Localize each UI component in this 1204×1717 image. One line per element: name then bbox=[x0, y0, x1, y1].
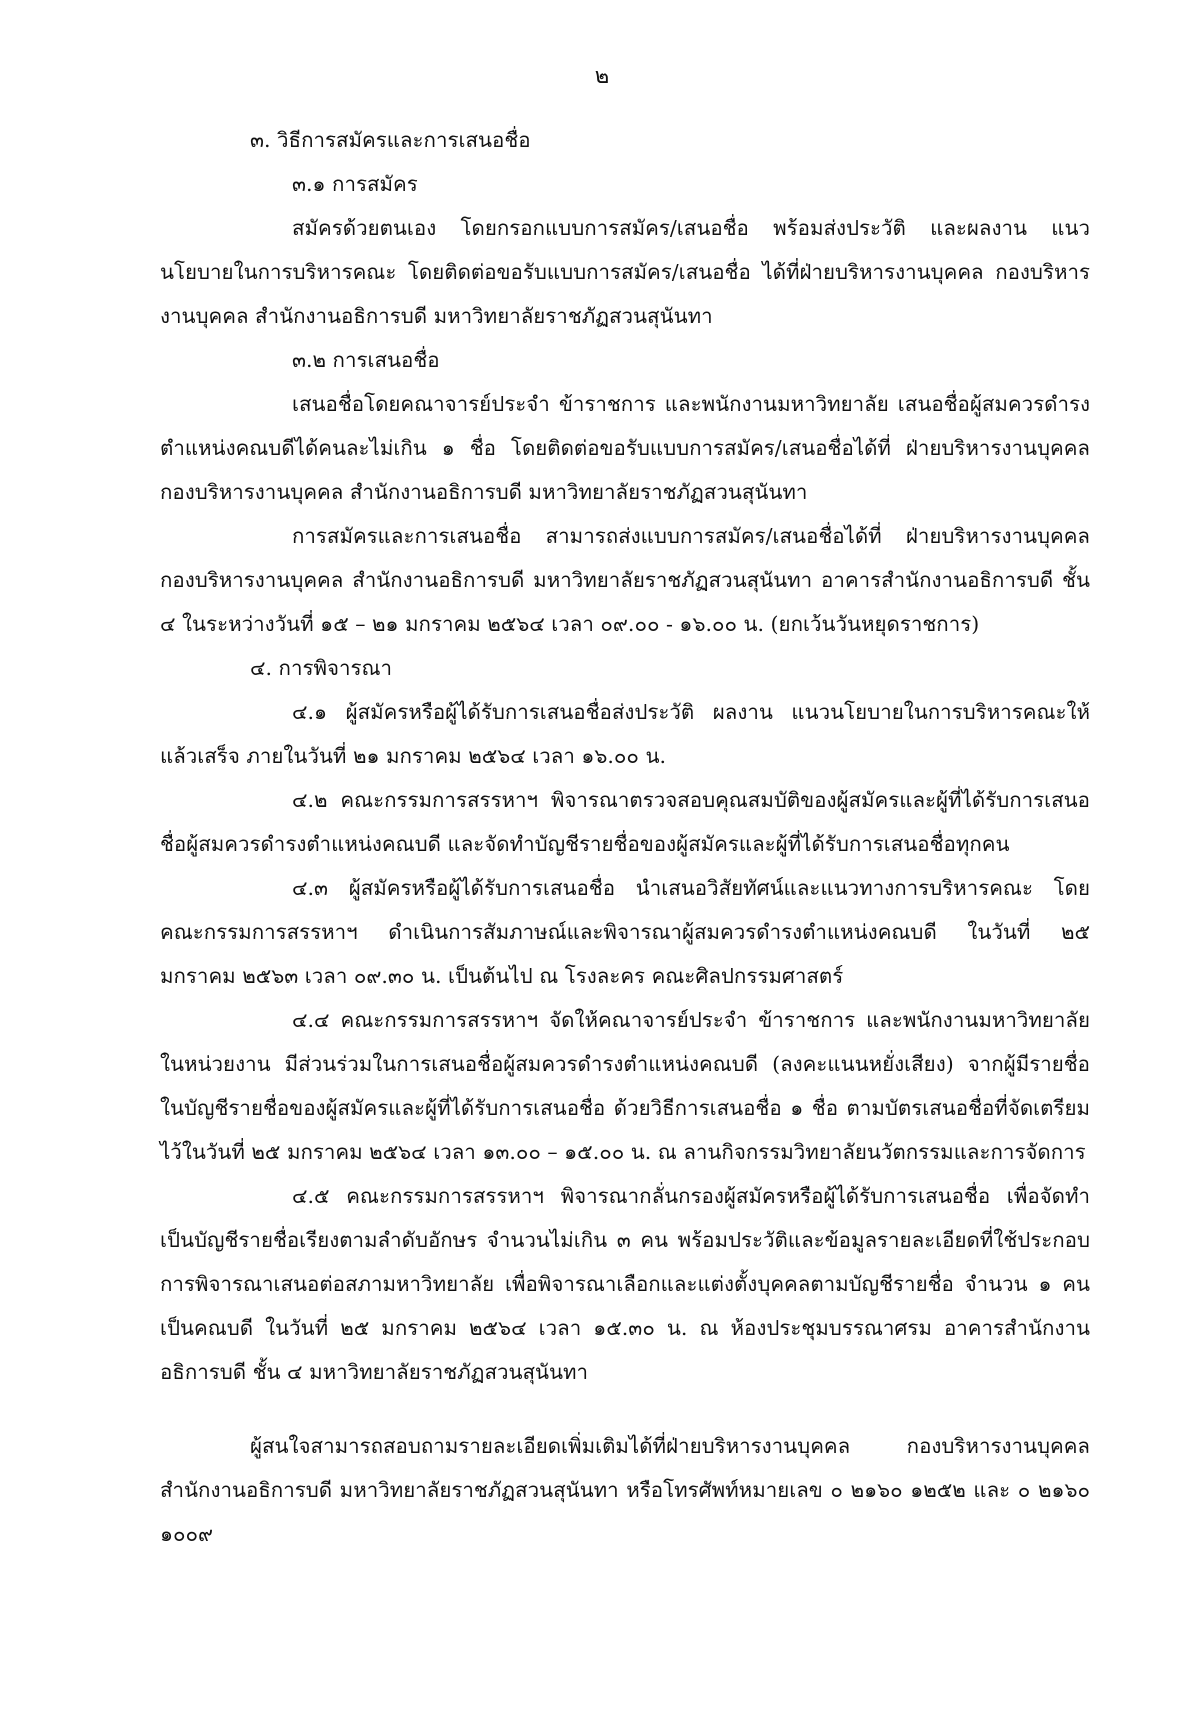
section-4-3-paragraph: ๔.๓ ผู้สมัครหรือผู้ได้รับการเสนอชื่อ นำเสนอวิสัยทัศน์และแนวทางการบริหารคณะ โดยคณะกรรมการสรรหาฯ ดำเนินการสัมภาษณ์และพิจารณาผู้สมควรดำรงตำแหน่งคณบดี ในวันที่ ๒๕ มกราคม ๒๕๖๓ เวลา ๐๙.๓๐ น. เป็นต้นไป ณ โรงละคร คณะศิลปกรรมศาสตร์ bbox=[160, 876, 1090, 988]
section-4-heading: ๔. การพิจารณา bbox=[250, 656, 393, 680]
section-3-heading: ๓. วิธีการสมัครและการเสนอชื่อ bbox=[250, 128, 531, 152]
section-3-2-heading: ๓.๒ การเสนอชื่อ bbox=[292, 348, 440, 372]
contact-paragraph: ผู้สนใจสามารถสอบถามรายละเอียดเพิ่มเติมได้ที่ฝ่ายบริหารงานบุคคล กองบริหารงานบุคคล สำนักงานอธิการบดี มหาวิทยาลัยราชภัฏสวนสุนันทา หรือโทรศัพท์หมายเลข ๐ ๒๑๖๐ ๑๒๕๒ และ ๐ ๒๑๖๐ ๑๐๐๙ bbox=[160, 1434, 1090, 1546]
section-4-5-paragraph: ๔.๕ คณะกรรมการสรรหาฯ พิจารณากลั่นกรองผู้สมัครหรือผู้ได้รับการเสนอชื่อ เพื่อจัดทำเป็นบัญชีรายชื่อเรียงตามลำดับอักษร จำนวนไม่เกิน ๓ คน พร้อมประวัติและข้อมูลรายละเอียดที่ใช้ประกอบการพิจารณาเสนอต่อสภามหาวิทยาลัย เพื่อพิจารณาเลือกและแต่งตั้งบุคคลตามบัญชีรายชื่อ จำนวน ๑ คน เป็นคณบดี ในวันที่ ๒๕ มกราคม ๒๕๖๔ เวลา ๑๕.๓๐ น. ณ ห้องประชุมบรรณาศรม อาคารสำนักงานอธิการบดี ชั้น ๔ มหาวิทยาลัยราชภัฏสวนสุนันทา bbox=[160, 1184, 1090, 1384]
section-4-1-paragraph: ๔.๑ ผู้สมัครหรือผู้ได้รับการเสนอชื่อส่งประวัติ ผลงาน แนวนโยบายในการบริหารคณะให้แล้วเสร็จ ภายในวันที่ ๒๑ มกราคม ๒๕๖๔ เวลา ๑๖.๐๐ น. bbox=[160, 700, 1090, 768]
document-body bbox=[160, 118, 1090, 1556]
section-3-1-heading: ๓.๑ การสมัคร bbox=[292, 172, 418, 196]
section-4-4-paragraph: ๔.๔ คณะกรรมการสรรหาฯ จัดให้คณาจารย์ประจำ ข้าราชการ และพนักงานมหาวิทยาลัยในหน่วยงาน มีส่วนร่วมในการเสนอชื่อผู้สมควรดำรงตำแหน่งคณบดี (ลงคะแนนหยั่งเสียง) จากผู้มีรายชื่อในบัญชีรายชื่อของผู้สมัครและผู้ที่ได้รับการเสนอชื่อ ด้วยวิธีการเสนอชื่อ ๑ ชื่อ ตามบัตรเสนอชื่อที่จัดเตรียมไว้ในวันที่ ๒๕ มกราคม ๒๕๖๔ เวลา ๑๓.๐๐ – ๑๕.๐๐ น. ณ ลานกิจกรรมวิทยาลัยนวัตกรรมและการจัดการ bbox=[160, 1008, 1090, 1164]
paragraph-gap bbox=[160, 1394, 1090, 1424]
section-4-2-paragraph: ๔.๒ คณะกรรมการสรรหาฯ พิจารณาตรวจสอบคุณสมบัติของผู้สมัครและผู้ที่ได้รับการเสนอชื่อผู้สมควรดำรงตำแหน่งคณบดี และจัดทำบัญชีรายชื่อของผู้สมัครและผู้ที่ได้รับการเสนอชื่อทุกคน bbox=[160, 788, 1090, 856]
section-3-1-paragraph: สมัครด้วยตนเอง โดยกรอกแบบการสมัคร/เสนอชื่อ พร้อมส่งประวัติ และผลงาน แนวนโยบายในการบริหารคณะ โดยติดต่อขอรับแบบการสมัคร/เสนอชื่อ ได้ที่ฝ่ายบริหารงานบุคคล กองบริหารงานบุคคล สำนักงานอธิการบดี มหาวิทยาลัยราชภัฏสวนสุนันทา bbox=[160, 216, 1090, 328]
section-3-2-paragraph: เสนอชื่อโดยคณาจารย์ประจำ ข้าราชการ และพนักงานมหาวิทยาลัย เสนอชื่อผู้สมควรดำรงตำแหน่งคณบดีได้คนละไม่เกิน ๑ ชื่อ โดยติดต่อขอรับแบบการสมัคร/เสนอชื่อได้ที่ ฝ่ายบริหารงานบุคคล กองบริหารงานบุคคล สำนักงานอธิการบดี มหาวิทยาลัยราชภัฏสวนสุนันทา bbox=[160, 392, 1090, 504]
page-number: ๒ bbox=[594, 64, 610, 89]
section-3-2-submission-paragraph: การสมัครและการเสนอชื่อ สามารถส่งแบบการสมัคร/เสนอชื่อได้ที่ ฝ่ายบริหารงานบุคคล กองบริหารงานบุคคล สำนักงานอธิการบดี มหาวิทยาลัยราชภัฏสวนสุนันทา อาคารสำนักงานอธิการบดี ชั้น ๔ ในระหว่างวันที่ ๑๕ – ๒๑ มกราคม ๒๕๖๔ เวลา ๐๙.๐๐ - ๑๖.๐๐ น. (ยกเว้นวันหยุดราชการ) bbox=[160, 524, 1090, 636]
